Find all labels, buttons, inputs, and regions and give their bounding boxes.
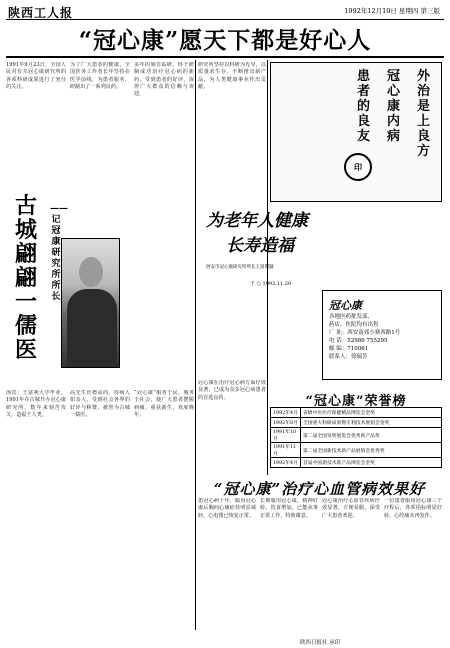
card-lines (329, 313, 400, 361)
article-col-4-top: 研究所坚持以科研为先导，以质量求生存，不断推出新产品，为人类健康事业作出贡献。 (198, 62, 266, 90)
calligraphy-seal-icon: 印 (344, 153, 372, 181)
cure-col-4: 一位患者服用冠心康三个疗程后，各项指标明显好转，心绞痛未再发作。 (384, 498, 442, 519)
honors-table (270, 407, 442, 468)
honors-title: “冠心康”荣誉榜 (305, 394, 407, 409)
article-col-4-lower: 冠心康在治疗冠心病方面疗效显著，已成为众多冠心病患者的首选良药。 (198, 380, 266, 401)
calligraphy-box (270, 62, 442, 202)
column-rule (195, 60, 196, 630)
table-row (271, 443, 442, 458)
cure-col-3: 冠心康治疗心血管疾病疗效显著，方便易服，深受广大患者欢迎。 (322, 498, 380, 519)
cure-col-2: 长期服用冠心康，精神好转，饮食增加，已能从事正常工作，特致谢意。 (260, 498, 318, 519)
card-line: 邮 编：710061 (329, 346, 369, 352)
calligraphy-line: 患者的良友 (356, 69, 370, 144)
card-line: 各地医药批发部、 (329, 314, 374, 320)
portrait-head (79, 257, 103, 287)
masthead-date: 1992年12月10日 星期四 第三版 (344, 7, 440, 15)
honor-text: 全国重大科研成果暨专利技术展销会金奖 (301, 418, 442, 428)
article-col-1-top: 1991年9月23日，全国人民对有关冠心康研究所的各项科研成果进行了充分的关注。 (6, 62, 66, 90)
main-headline: “冠心康”愿天下都是好心人 (78, 27, 372, 54)
subheadline-main: 古城翩翩一儒医 (14, 193, 37, 363)
article-col-3-top: 多年的刻苦钻研，终于研制成功治疗冠心病的新药，受到患者的好评，深得广大群众的信赖与欢迎。 (134, 62, 194, 98)
promo-title-2: 长寿造福 (226, 236, 294, 256)
article-col-3-lower: “冠心康”服务于民，服务于社会，使广大患者摆脱病痛，重获新生，欢度晚年。 (134, 390, 194, 418)
card-line: 联系人：徐瑞芳 (329, 354, 368, 360)
honor-date: 1992年4月 (271, 408, 301, 418)
cure-headline: “冠心康”治疗心血管病效果好 (213, 480, 426, 498)
honor-text: 首届中国新技术新产品博览会金奖 (301, 458, 442, 468)
footer-note: 陕西日报社 承印 (300, 640, 341, 646)
article-col-2-lower: 高先生医德高尚，待病人如亲人，受到社会各界的好评与称赞，被誉为古城一儒医。 (70, 390, 130, 418)
card-line: 电 话：52986 755295 (329, 338, 388, 344)
calligraphy-line: 冠心康内病 (386, 69, 400, 144)
headline-rule (6, 56, 444, 58)
card-line: 厂 址：西安南郊小寨西路1号 (329, 330, 401, 336)
article-col-2-top: 为了广大患者的健康，全国医务工作者长年坚持在医学前线，为患者服务，研制出了一系列良药。 (70, 62, 130, 90)
portrait-photo (61, 238, 120, 368)
honor-date: 1992年4月 (271, 458, 301, 468)
promo-calligraphy (200, 203, 320, 373)
honor-date: 1992年8月 (271, 418, 301, 428)
card-line: 药店、医院均有出售 (329, 322, 379, 328)
subheadline-byline: ——记冠康研究所所长 (50, 204, 68, 302)
subheadline (6, 193, 68, 384)
table-row (271, 408, 442, 418)
honor-text: 第二届全国发明展览会优秀新产品奖 (301, 428, 442, 443)
honor-date: 1991年10月 (271, 428, 301, 443)
honor-date: 1991年11月 (271, 443, 301, 458)
calligraphy-line: 外治是上良方 (416, 69, 430, 159)
honor-text: 第二届全国新技术新产品展销会优秀奖 (301, 443, 442, 458)
table-row (271, 458, 442, 468)
masthead-name: 陕西工人报 (8, 6, 74, 20)
table-row (271, 428, 442, 443)
card-title: 冠心康 (329, 299, 362, 312)
table-row (271, 418, 442, 428)
promo-caption: 西安市冠心康研究所所长王富利题 (206, 265, 274, 270)
portrait-body (67, 289, 117, 368)
masthead-rule (6, 19, 444, 20)
business-card (322, 290, 442, 380)
cure-col-1: 患冠心病十年，服用冠心康后胸闷心痛症状明显减轻，心电图已恢复正常。 (198, 498, 256, 519)
honor-text: 省级中医医疗保健精品博览会金奖 (301, 408, 442, 418)
promo-signature: 王 ○ 1992.11.20 (250, 281, 292, 287)
promo-title-1: 为老年人健康 (206, 211, 308, 231)
article-col-1-lower: 汤宾：王富利大学毕业，1991年在古城开办冠心康研究所，数年来刻苦攻关，造福于人类。 (6, 390, 66, 418)
